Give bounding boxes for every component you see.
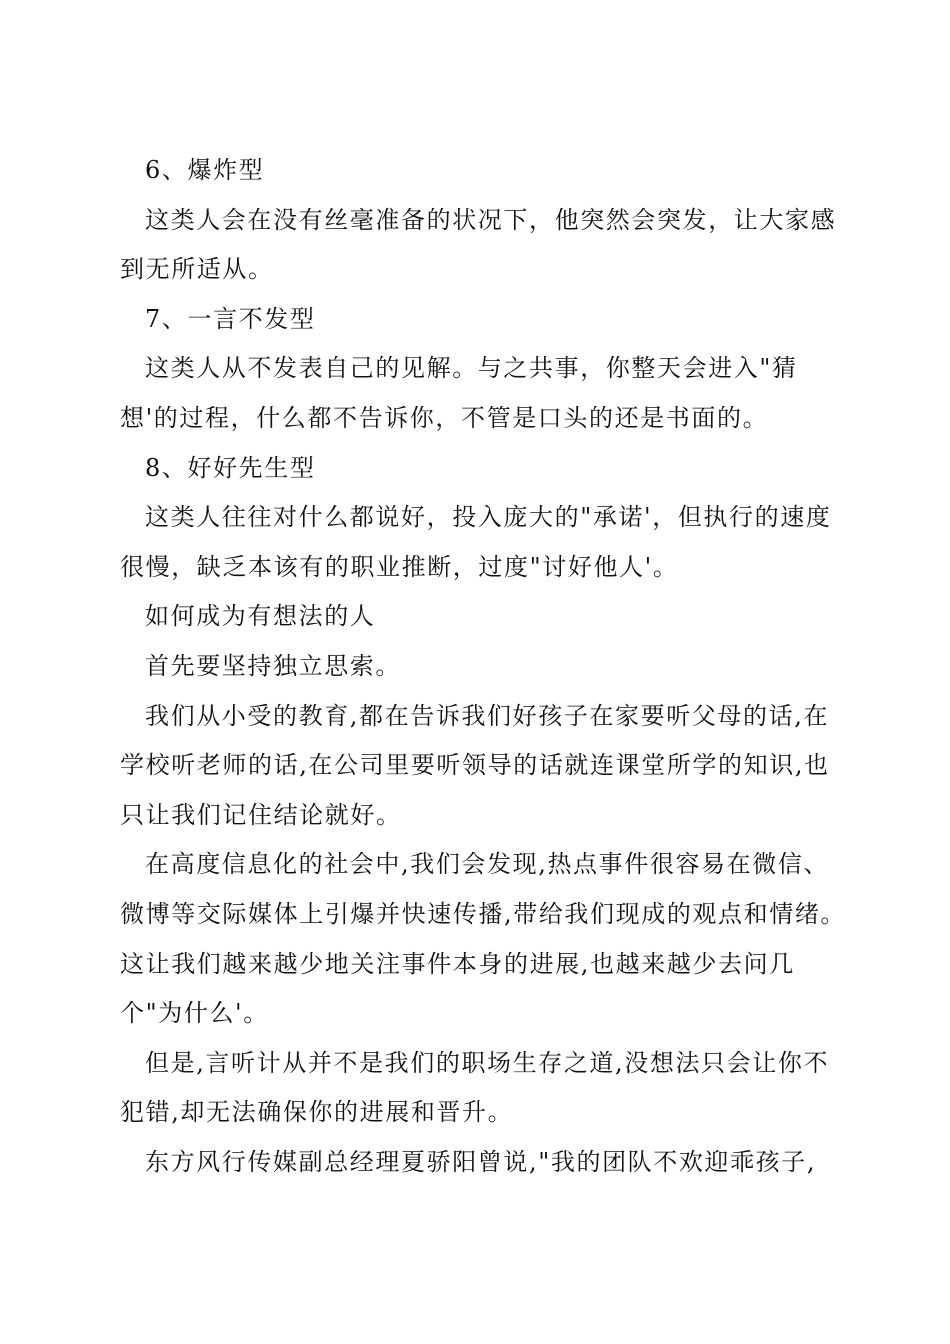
heading-silent-type: 7、一言不发型 xyxy=(145,304,316,333)
paragraph-line: 这类人从不发表自己的见解。与之共事，你整天会进入"猜 xyxy=(145,354,798,383)
section-heading: 如何成为有想法的人 xyxy=(145,602,376,631)
paragraph-line: 很慢，缺乏本该有的职业推断，过度"讨好他人'。 xyxy=(120,552,679,581)
paragraph-line: 犯错,却无法确保你的进展和晋升。 xyxy=(120,1098,514,1127)
paragraph-line: 微博等交际媒体上引爆并快速传播,带给我们现成的观点和情绪。 xyxy=(120,899,847,928)
paragraph-line: 这让我们越来越少地关注事件本身的进展,也越来越少去问几 xyxy=(120,949,795,978)
paragraph-line: 个"为什么'。 xyxy=(120,999,269,1028)
paragraph-line: 首先要坚持独立思索。 xyxy=(145,651,401,680)
paragraph-line: 这类人会在没有丝毫准备的状况下，他突然会突发，让大家感 xyxy=(145,205,837,234)
paragraph-line: 想'的过程，什么都不告诉你，不管是口头的还是书面的。 xyxy=(120,403,769,432)
paragraph-line: 只让我们记住结论就好。 xyxy=(120,800,402,829)
heading-yes-man-type: 8、好好先生型 xyxy=(145,453,316,482)
paragraph-line: 我们从小受的教育,都在告诉我们好孩子在家要听父母的话,在 xyxy=(145,701,830,730)
heading-explosive-type: 6、爆炸型 xyxy=(145,156,265,184)
paragraph-line: 到无所适从。 xyxy=(120,255,274,284)
body-text xyxy=(120,146,847,1187)
paragraph-line: 但是,言听计从并不是我们的职场生存之道,没想法只会让你不 xyxy=(145,1048,830,1077)
paragraph-line: 这类人往往对什么都说好，投入庞大的"承诺'，但执行的速度 xyxy=(145,503,832,532)
paragraph-line: 学校听老师的话,在公司里要听领导的话就连课堂所学的知识,也 xyxy=(120,751,830,780)
paragraph-line: 在高度信息化的社会中,我们会发现,热点事件很容易在微信、 xyxy=(145,850,830,879)
paragraph-line: 东方风行传媒副总经理夏骄阳曾说,"我的团队不欢迎乖孩子, xyxy=(145,1147,817,1176)
